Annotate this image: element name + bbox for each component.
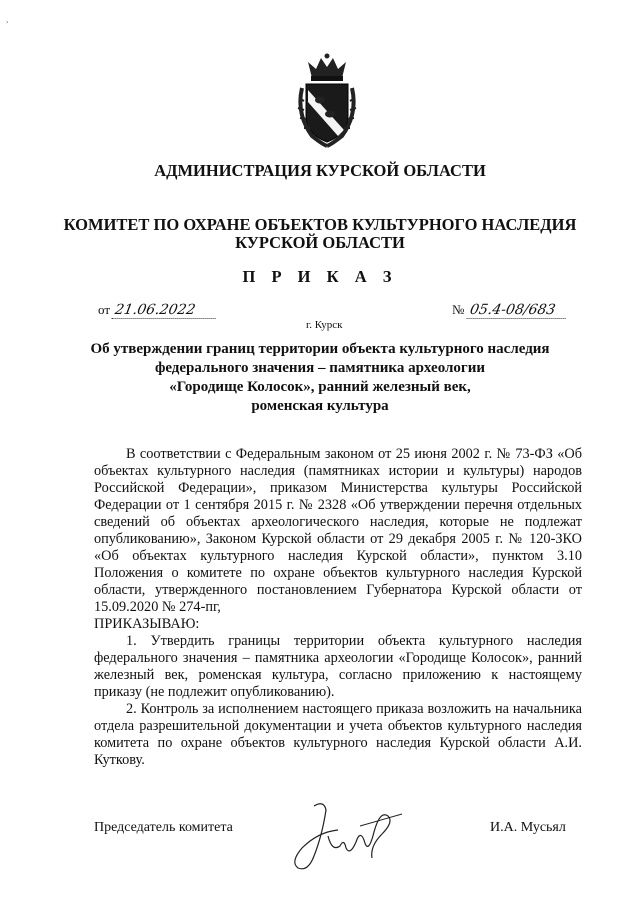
handwritten-signature-icon bbox=[284, 796, 408, 880]
title-line3: «Городище Колосок», ранний железный век, bbox=[169, 379, 471, 395]
signatory-position: Председатель комитета bbox=[94, 820, 233, 835]
committee-heading-line1: КОМИТЕТ ПО ОХРАНЕ ОБЪЕКТОВ КУЛЬТУРНОГО НАСЛЕДИЯ bbox=[63, 215, 577, 234]
title-line2: федерального значения – памятника археологии bbox=[154, 360, 486, 376]
committee-heading-line2: КУРСКОЙ ОБЛАСТИ bbox=[235, 233, 405, 252]
scan-mark: › bbox=[6, 18, 9, 26]
date-value: 21.06.2022 bbox=[112, 302, 219, 319]
number-value: 05.4-08/683 bbox=[466, 302, 568, 319]
date-prefix: от bbox=[98, 302, 111, 317]
title-line1: Об утверждении границ территории объекта культурного наследия bbox=[90, 341, 550, 357]
order-heading: П Р И К А З bbox=[242, 267, 398, 286]
committee-heading bbox=[0, 216, 640, 252]
title-line4: роменская культура bbox=[251, 398, 389, 414]
order-date bbox=[98, 302, 217, 319]
preamble-paragraph: В соответствии с Федеральным законом от 25 июня 2002 г. № 73-ФЗ «Об объектах культурного наследия (памятниках истории и культуры) народов Российской Федерации», приказом Министерства культуры Российской Федерации от 1 сентября 2015 г. № 2328 «Об утверждении перечня отдельных сведений об объектах археологического наследия, которые не подлежат опубликованию», Законом Курской области от 29 декабря 2005 г. № 120-ЗКО «Об объектах культурного наследия Курской области», пунктом 3.10 Положения о комитете по охране объектов культурного наследия Курской области, утвержденного постановлением Губернатора Курской области от 15.09.2020 № 274-пг, bbox=[94, 446, 582, 615]
order-item-1: 1. Утвердить границы территории объекта культурного наследия федерального значения – памятника археологии «Городище Колосок», ранний железный век, роменская культура, согласно приложению к настоящему приказу (не подлежит опубликованию). bbox=[94, 633, 582, 700]
city-label: г. Курск bbox=[306, 319, 343, 331]
number-prefix: № bbox=[452, 302, 465, 317]
signatory-name: И.А. Мусьял bbox=[490, 820, 566, 835]
order-number bbox=[452, 302, 567, 319]
order-item-2: 2. Контроль за исполнением настоящего приказа возложить на начальника отдела разрешительной документации и учета объектов культурного наследия комитета по охране объектов культурного наследия Курской области А.И. Куткову. bbox=[94, 701, 582, 768]
order-body bbox=[94, 446, 582, 769]
order-word: ПРИКАЗЫВАЮ: bbox=[94, 616, 200, 632]
order-title bbox=[0, 340, 640, 416]
administration-heading: АДМИНИСТРАЦИЯ КУРСКОЙ ОБЛАСТИ bbox=[154, 161, 486, 180]
coat-of-arms-icon bbox=[294, 52, 360, 148]
